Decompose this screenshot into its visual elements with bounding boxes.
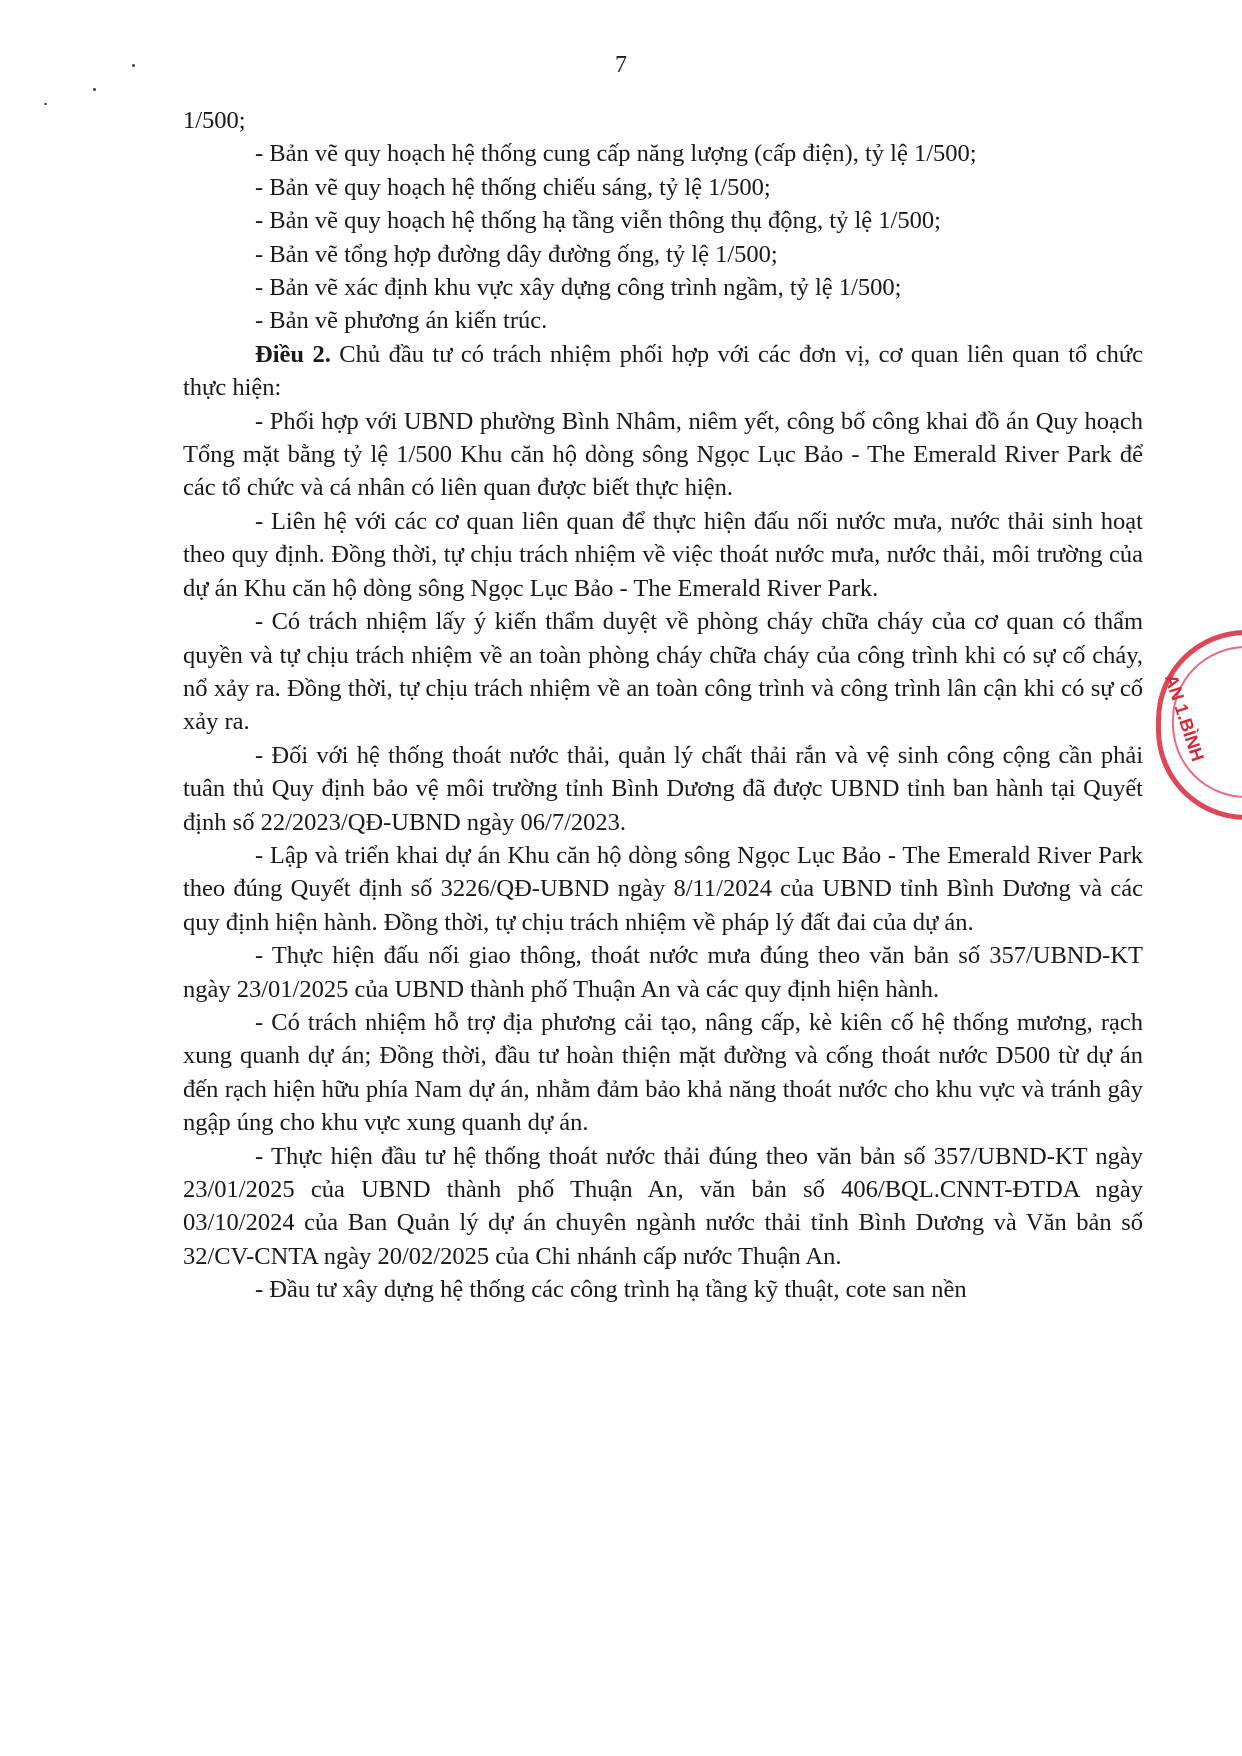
article-2-paragraph [183, 338, 1143, 405]
paragraph-public-announcement: - Phối hợp với UBND phường Bình Nhâm, niêm yết, công bố công khai đồ án Quy hoạch Tổng mặt bằng tỷ lệ 1/500 Khu căn hộ dòng sông Ngọc Lục Bảo - The Emerald River Park để các tổ chức và cá nhân có liên quan được biết thực hiện. [183, 407, 1143, 502]
page-number: 7 [615, 52, 627, 78]
official-seal-lettering: AN 1.BÌNH [1160, 672, 1208, 764]
paragraph-infrastructure-investment: - Đầu tư xây dựng hệ thống các công trình hạ tầng kỹ thuật, cote san nền [255, 1276, 967, 1304]
paragraph-project-implementation: - Lập và triển khai dự án Khu căn hộ dòng sông Ngọc Lục Bảo - The Emerald River Park theo đúng Quyết định số 3226/QĐ-UBND ngày 8/11/2024 của UBND tỉnh Bình Dương và các quy định hiện hành. Đồng thời, tự chịu trách nhiệm về pháp lý đất đai của dự án. [183, 841, 1143, 936]
list-item-pipeline-drawing: - Bản vẽ tổng hợp đường dây đường ống, tỷ lệ 1/500; [255, 240, 778, 268]
scan-speck [44, 103, 47, 105]
scan-speck [93, 88, 96, 91]
scan-speck [132, 64, 135, 67]
list-item-energy-drawing: - Bản vẽ quy hoạch hệ thống cung cấp năng lượng (cấp điện), tỷ lệ 1/500; [255, 140, 977, 168]
paragraph-canal-support: - Có trách nhiệm hỗ trợ địa phương cải tạo, nâng cấp, kè kiên cố hệ thống mương, rạch xung quanh dự án; Đồng thời, đầu tư hoàn thiện mặt đường và cống thoát nước D500 từ dự án đến rạch hiện hữu phía Nam dự án, nhằm đảm bảo khả năng thoát nước cho khu vực và tránh gây ngập úng cho khu vực xung quanh dự án. [183, 1008, 1143, 1137]
document-body [183, 104, 1143, 1307]
paragraph-environment-regulation: - Đối với hệ thống thoát nước thải, quản lý chất thải rắn và vệ sinh công cộng cần phải tuân thủ Quy định bảo vệ môi trường tỉnh Bình Dương đã được UBND tỉnh ban hành tại Quyết định số 22/2023/QĐ-UBND ngày 06/7/2023. [183, 741, 1143, 836]
paragraph-drainage-connection: - Liên hệ với các cơ quan liên quan để thực hiện đấu nối nước mưa, nước thải sinh hoạt theo quy định. Đồng thời, tự chịu trách nhiệm về việc thoát nước mưa, nước thải, môi trường của dự án Khu căn hộ dòng sông Ngọc Lục Bảo - The Emerald River Park. [183, 507, 1143, 602]
paragraph-traffic-connection: - Thực hiện đấu nối giao thông, thoát nước mưa đúng theo văn bản số 357/UBND-KT ngày 23/01/2025 của UBND thành phố Thuận An và các quy định hiện hành. [183, 942, 1143, 1003]
list-item-lighting-drawing: - Bản vẽ quy hoạch hệ thống chiếu sáng, tỷ lệ 1/500; [255, 173, 771, 201]
paragraph-wastewater-investment: - Thực hiện đầu tư hệ thống thoát nước thải đúng theo văn bản số 357/UBND-KT ngày 23/01/2025 của UBND thành phố Thuận An, văn bản số 406/BQL.CNNT-ĐTDA ngày 03/10/2024 của Ban Quản lý dự án chuyên ngành nước thải tỉnh Bình Dương và Văn bản số 32/CV-CNTA ngày 20/02/2025 của Chi nhánh cấp nước Thuận An. [183, 1142, 1143, 1270]
article-2-text: Chủ đầu tư có trách nhiệm phối hợp với các đơn vị, cơ quan liên quan tổ chức thực hiện: [183, 340, 1143, 402]
paragraph-fire-safety: - Có trách nhiệm lấy ý kiến thẩm duyệt về phòng cháy chữa cháy của cơ quan có thẩm quyền và tự chịu trách nhiệm về an toàn phòng cháy chữa cháy của công trình khi có sự cố cháy, nổ xảy ra. Đồng thời, tự chịu trách nhiệm về an toàn công trình và công trình lân cận khi có sự cố xảy ra. [183, 608, 1143, 736]
paragraph-scale-continuation: 1/500; [183, 107, 246, 134]
article-2-heading: Điều 2. [255, 340, 331, 368]
list-item-underground-drawing: - Bản vẽ xác định khu vực xây dựng công trình ngầm, tỷ lệ 1/500; [255, 274, 902, 302]
list-item-telecom-drawing: - Bản vẽ quy hoạch hệ thống hạ tầng viễn thông thụ động, tỷ lệ 1/500; [255, 207, 941, 235]
list-item-architecture-drawing: - Bản vẽ phương án kiến trúc. [255, 307, 548, 335]
